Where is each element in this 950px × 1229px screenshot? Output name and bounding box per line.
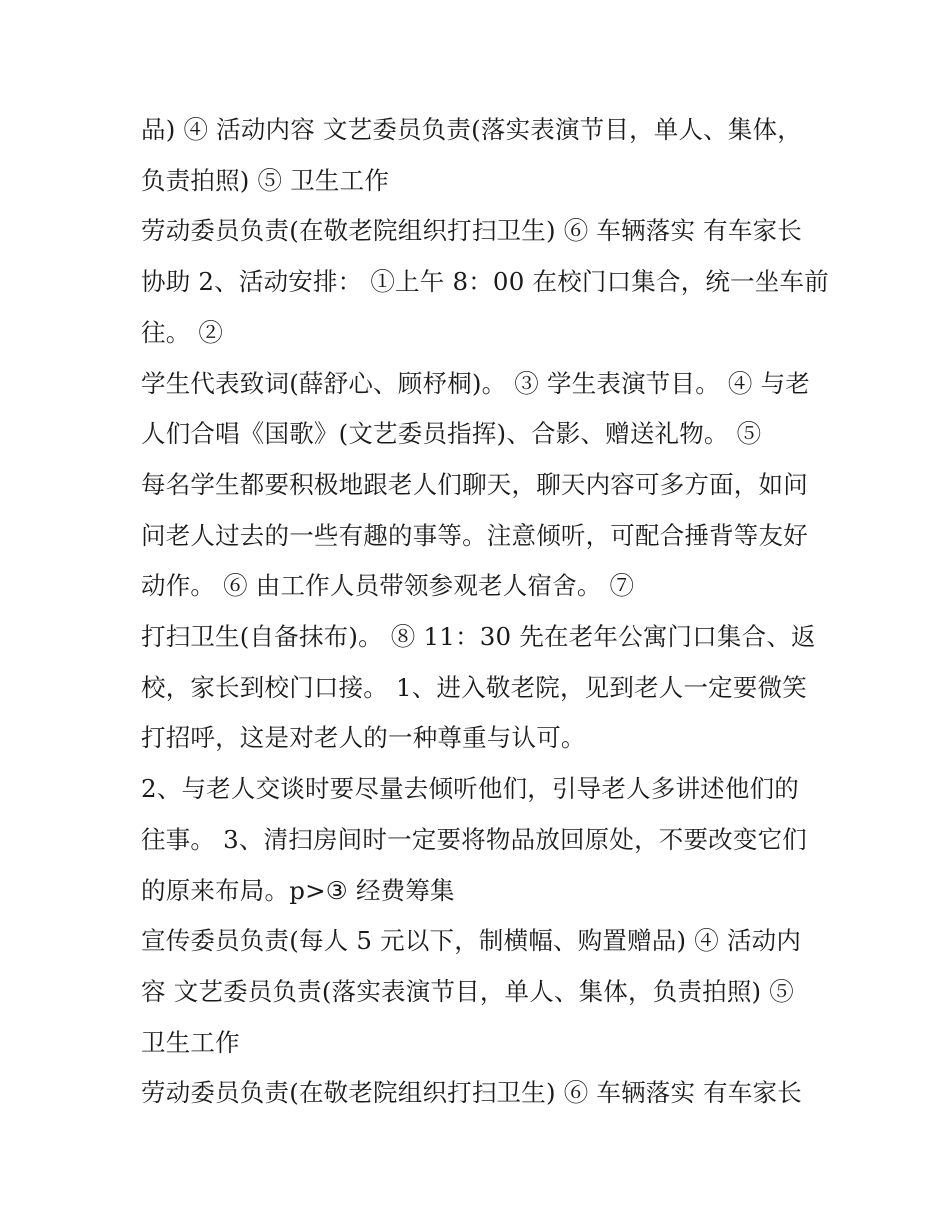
- text-line: 校，家长到校门口接。 1、进入敬老院，见到老人一定要微笑: [141, 672, 807, 702]
- text-line: 打招呼，这是对老人的一种尊重与认可。: [141, 723, 586, 753]
- text-line: 打扫卫生(自备抹布)。 ⑧ 11：30 先在老年公寓门口集合、返: [141, 622, 816, 652]
- document-body: [141, 105, 829, 1119]
- text-line: 人们合唱《国歌》(文艺委员指挥)、合影、赠送礼物。 ⑤: [141, 419, 762, 449]
- text-line: 容 文艺委员负责(落实表演节目，单人、集体，负责拍照) ⑤: [141, 976, 794, 1006]
- text-line: 协助 2、活动安排： ①上午 8：00 在校门口集合，统一坐车前: [141, 267, 829, 297]
- text-line: 卫生工作: [141, 1027, 240, 1057]
- text-line: 宣传委员负责(每人 5 元以下，制横幅、购置赠品) ④ 活动内: [141, 926, 802, 956]
- text-line: 每名学生都要积极地跟老人们聊天，聊天内容可多方面，如问: [141, 469, 808, 499]
- text-line: 的原来布局。p>③ 经费筹集: [141, 875, 455, 905]
- text-line: 往。 ②: [141, 317, 224, 347]
- text-line: 往事。 3、清扫房间时一定要将物品放回原处，不要改变它们: [141, 824, 807, 854]
- text-line: 2、与老人交谈时要尽量去倾听他们，引导老人多讲述他们的: [141, 774, 799, 804]
- text-line: 学生代表致词(薛舒心、顾杼桐)。 ③ 学生表演节目。 ④ 与老: [141, 368, 810, 398]
- text-line: 动作。 ⑥ 由工作人员带领参观老人宿舍。 ⑦: [141, 571, 635, 601]
- text-line: 劳动委员负责(在敬老院组织打扫卫生) ⑥ 车辆落实 有车家长: [141, 1078, 802, 1108]
- text-line: 问老人过去的一些有趣的事等。注意倾听，可配合捶背等友好: [141, 520, 808, 550]
- text-line: 负责拍照) ⑤ 卫生工作: [141, 165, 390, 195]
- text-line: 劳动委员负责(在敬老院组织打扫卫生) ⑥ 车辆落实 有车家长: [141, 216, 802, 246]
- text-line: 品) ④ 活动内容 文艺委员负责(落实表演节目，单人、集体，: [141, 115, 802, 144]
